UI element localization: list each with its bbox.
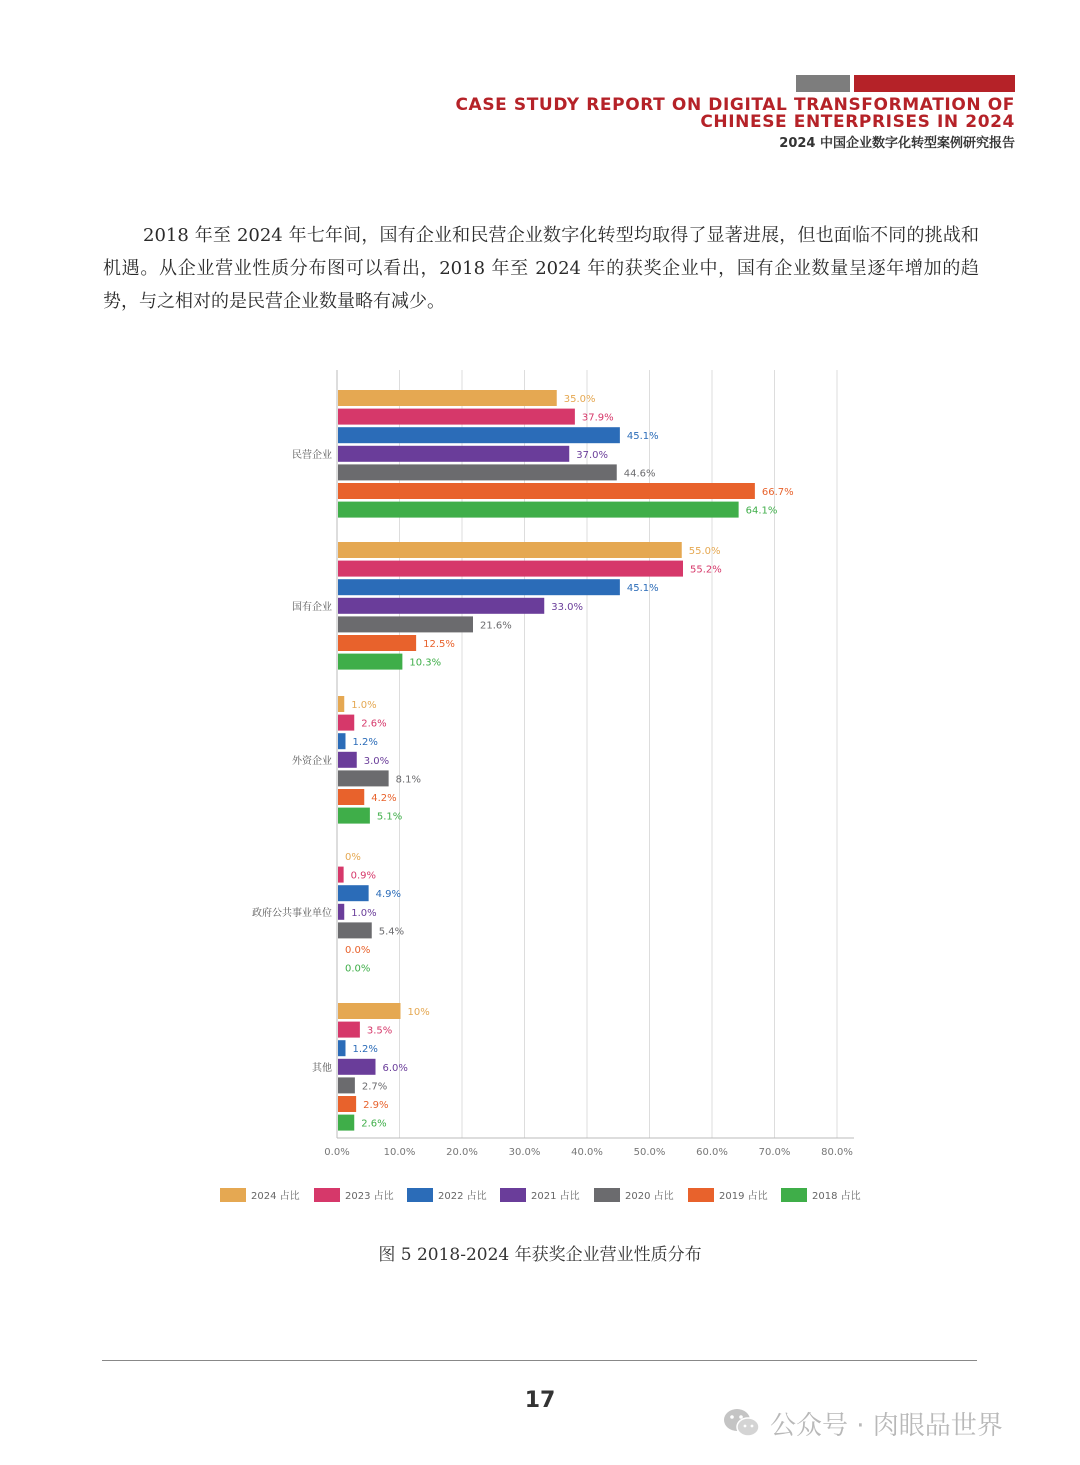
data-label: 45.1% bbox=[626, 431, 659, 443]
bar bbox=[338, 1096, 356, 1112]
data-label: 66.7% bbox=[761, 487, 794, 498]
x-tick-label: 10.0% bbox=[383, 1147, 416, 1158]
legend-label: 2018 占比 bbox=[812, 1191, 861, 1202]
bar bbox=[338, 598, 544, 614]
business-nature-chart bbox=[0, 360, 1080, 1220]
legend-label: 2021 占比 bbox=[531, 1191, 580, 1202]
data-label: 4.2% bbox=[371, 793, 397, 804]
data-label: 1.0% bbox=[351, 907, 377, 919]
data-label: 4.9% bbox=[375, 889, 402, 901]
data-label: 8.1% bbox=[395, 774, 422, 786]
footer-divider bbox=[102, 1360, 977, 1361]
bar bbox=[338, 904, 344, 920]
data-label: 21.6% bbox=[480, 620, 512, 632]
figure-caption: 图 5 2018-2024 年获奖企业营业性质分布 bbox=[378, 1245, 702, 1265]
data-label: 0.0% bbox=[345, 963, 371, 975]
legend-label: 2020 占比 bbox=[625, 1191, 674, 1202]
data-label: 2.7% bbox=[361, 1081, 388, 1093]
bar bbox=[338, 635, 416, 651]
data-label: 0% bbox=[345, 852, 361, 863]
bar bbox=[338, 502, 739, 518]
bar bbox=[338, 1003, 401, 1019]
bar bbox=[338, 1077, 355, 1093]
legend-swatch bbox=[500, 1188, 526, 1202]
header-title-cn: 2024 中国企业数字化转型案例研究报告 bbox=[779, 136, 1015, 151]
x-tick-label: 60.0% bbox=[696, 1147, 728, 1158]
x-tick-label: 40.0% bbox=[571, 1147, 603, 1158]
bar bbox=[338, 1022, 360, 1038]
data-label: 3.0% bbox=[363, 755, 390, 767]
bar bbox=[338, 542, 682, 558]
header-title-en bbox=[455, 97, 1015, 131]
legend-swatch bbox=[781, 1188, 807, 1202]
legend-label: 2024 占比 bbox=[251, 1191, 300, 1202]
legend-swatch bbox=[314, 1188, 340, 1202]
data-label: 2.6% bbox=[361, 718, 387, 730]
data-label: 45.1% bbox=[626, 583, 659, 595]
intro-paragraph: 2018 年至 2024 年七年间，国有企业和民营企业数字化转型均取得了显著进展，但也面临不同的挑战和机遇。从企业营业性质分布图可以看出，2018 年至 2024 年的获奖企业中，国有企业数量呈逐年增加的趋势，与之相对的是民营企业数量略有减少。 bbox=[103, 225, 979, 312]
data-label: 1.2% bbox=[352, 1044, 378, 1056]
bar bbox=[338, 427, 620, 443]
bar bbox=[338, 1059, 376, 1075]
data-label: 2.6% bbox=[361, 1118, 387, 1130]
legend-swatch bbox=[220, 1188, 246, 1202]
bar bbox=[338, 616, 473, 632]
data-label: 0.0% bbox=[345, 945, 371, 956]
bar bbox=[338, 561, 683, 577]
bar bbox=[338, 922, 372, 938]
category-label: 国有企业 bbox=[292, 601, 332, 613]
header-title-en-line1: CASE STUDY REPORT ON DIGITAL TRANSFORMATION OF bbox=[455, 95, 1015, 115]
data-label: 3.5% bbox=[366, 1025, 393, 1037]
bar bbox=[338, 789, 364, 805]
legend-label: 2022 占比 bbox=[438, 1191, 487, 1202]
bar bbox=[338, 752, 357, 768]
bar bbox=[338, 464, 617, 480]
x-tick-label: 80.0% bbox=[821, 1147, 853, 1158]
bar bbox=[338, 409, 575, 425]
bar bbox=[338, 808, 370, 824]
data-label: 6.0% bbox=[382, 1062, 408, 1074]
legend-label: 2019 占比 bbox=[719, 1191, 768, 1202]
legend-label: 2023 占比 bbox=[345, 1191, 394, 1202]
data-label: 1.0% bbox=[351, 700, 377, 711]
data-label: 2.9% bbox=[363, 1100, 389, 1111]
watermark-text: 公众号 · 肉眼品世界 bbox=[770, 1410, 1003, 1441]
data-label: 64.1% bbox=[745, 505, 778, 517]
data-label: 1.2% bbox=[352, 737, 378, 749]
bar bbox=[338, 885, 369, 901]
wechat-icon bbox=[722, 1407, 762, 1439]
data-label: 55.0% bbox=[688, 546, 721, 557]
category-label: 其他 bbox=[312, 1062, 332, 1074]
x-tick-label: 70.0% bbox=[758, 1147, 791, 1158]
watermark bbox=[722, 1403, 1003, 1443]
x-tick-label: 30.0% bbox=[508, 1147, 541, 1158]
bar bbox=[338, 390, 557, 406]
bar bbox=[338, 654, 402, 670]
data-label: 37.0% bbox=[576, 449, 609, 461]
x-tick-label: 20.0% bbox=[446, 1147, 478, 1158]
header-gray-bar bbox=[796, 75, 850, 92]
data-label: 35.0% bbox=[563, 394, 596, 405]
category-label: 民营企业 bbox=[292, 449, 332, 461]
category-label: 外资企业 bbox=[292, 755, 332, 767]
legend-swatch bbox=[407, 1188, 433, 1202]
page-number: 17 bbox=[524, 1388, 556, 1413]
bar bbox=[338, 770, 389, 786]
bar bbox=[338, 483, 755, 499]
x-tick-label: 50.0% bbox=[633, 1147, 666, 1158]
data-label: 10% bbox=[407, 1007, 430, 1018]
legend-swatch bbox=[594, 1188, 620, 1202]
category-label: 政府公共事业单位 bbox=[252, 907, 332, 919]
data-label: 12.5% bbox=[423, 639, 455, 650]
data-label: 44.6% bbox=[623, 468, 656, 480]
bar bbox=[338, 1040, 346, 1056]
bar bbox=[338, 733, 346, 749]
data-label: 55.2% bbox=[690, 564, 722, 576]
header-red-bar bbox=[854, 75, 1015, 92]
x-tick-label: 0.0% bbox=[324, 1147, 350, 1158]
data-label: 10.3% bbox=[409, 657, 442, 669]
data-label: 0.9% bbox=[350, 870, 377, 882]
bar bbox=[338, 1115, 354, 1131]
data-label: 5.1% bbox=[376, 811, 403, 823]
data-label: 33.0% bbox=[551, 601, 584, 613]
bar bbox=[338, 446, 569, 462]
bar bbox=[338, 867, 344, 883]
bar bbox=[338, 715, 354, 731]
legend-swatch bbox=[688, 1188, 714, 1202]
bar bbox=[338, 579, 620, 595]
header-title-en-line2: CHINESE ENTERPRISES IN 2024 bbox=[700, 112, 1015, 132]
bar bbox=[338, 696, 344, 712]
data-label: 5.4% bbox=[378, 926, 405, 938]
data-label: 37.9% bbox=[581, 412, 614, 424]
